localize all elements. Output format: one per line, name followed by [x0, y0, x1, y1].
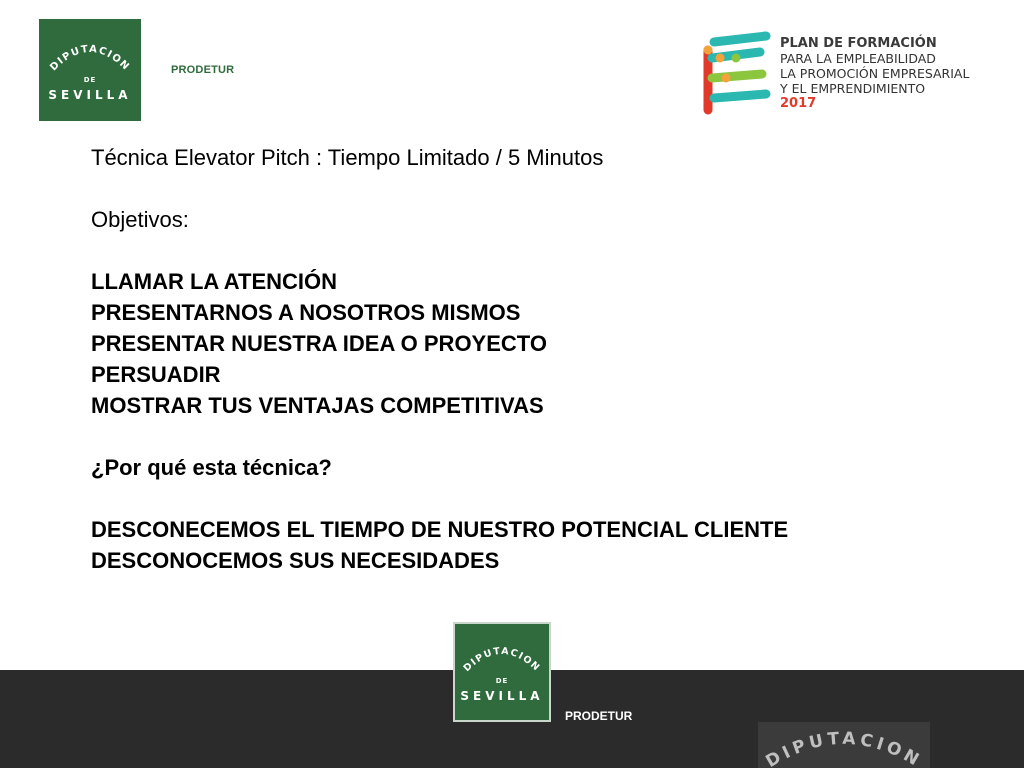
svg-text:DIPUTACION: DIPUTACION: [48, 43, 132, 74]
footer-partial-logo: [758, 722, 930, 768]
objective-item: PERSUADIR: [91, 362, 221, 387]
objective-item: PRESENTARNOS A NOSOTROS MISMOS: [91, 300, 521, 325]
diputacion-logo: [39, 19, 141, 121]
plan-formacion-logo: [700, 28, 990, 120]
reason-item: DESCONOCEMOS SUS NECESIDADES: [91, 548, 500, 573]
footer-prodetur-label: PRODETUR: [565, 709, 633, 723]
slide-content: [91, 142, 851, 576]
prodetur-label: PRODETUR: [171, 64, 235, 76]
plan-title: PLAN DE FORMACIÓN: [780, 36, 937, 51]
logo-de-text: DE: [83, 76, 97, 84]
objective-item: LLAMAR LA ATENCIÓN: [91, 269, 338, 294]
diputacion-arc-text: [45, 38, 135, 74]
logo-sevilla-text: SEVILLA: [48, 88, 132, 102]
footer-logo-sevilla-text: SEVILLA: [460, 689, 544, 703]
question-heading: ¿Por qué esta técnica?: [91, 455, 332, 480]
footer-diputacion-arc-text: [459, 641, 545, 675]
plan-line-2: PARA LA EMPLEABILIDAD: [780, 51, 936, 66]
footer-partial-arc-text: [758, 722, 930, 768]
svg-text:DIPUTACION: DIPUTACION: [762, 728, 926, 768]
slide-title: Técnica Elevator Pitch : Tiempo Limitado / 5 Minutos: [91, 145, 604, 170]
footer-logo-de-text: DE: [495, 677, 509, 685]
plan-e-icon: [700, 28, 776, 120]
plan-year: 2017: [780, 96, 817, 111]
objectives-label: Objetivos:: [91, 207, 189, 232]
plan-line-3: LA PROMOCIÓN EMPRESARIAL: [780, 66, 970, 81]
plan-line-4: Y EL EMPRENDIMIENTO: [780, 81, 926, 96]
objective-item: PRESENTAR NUESTRA IDEA O PROYECTO: [91, 331, 547, 356]
reason-item: DESCONECEMOS EL TIEMPO DE NUESTRO POTENCIAL CLIENTE: [91, 517, 789, 542]
footer-diputacion-logo: [453, 622, 551, 722]
svg-text:DIPUTACION: DIPUTACION: [461, 645, 543, 675]
objective-item: MOSTRAR TUS VENTAJAS COMPETITIVAS: [91, 393, 544, 418]
